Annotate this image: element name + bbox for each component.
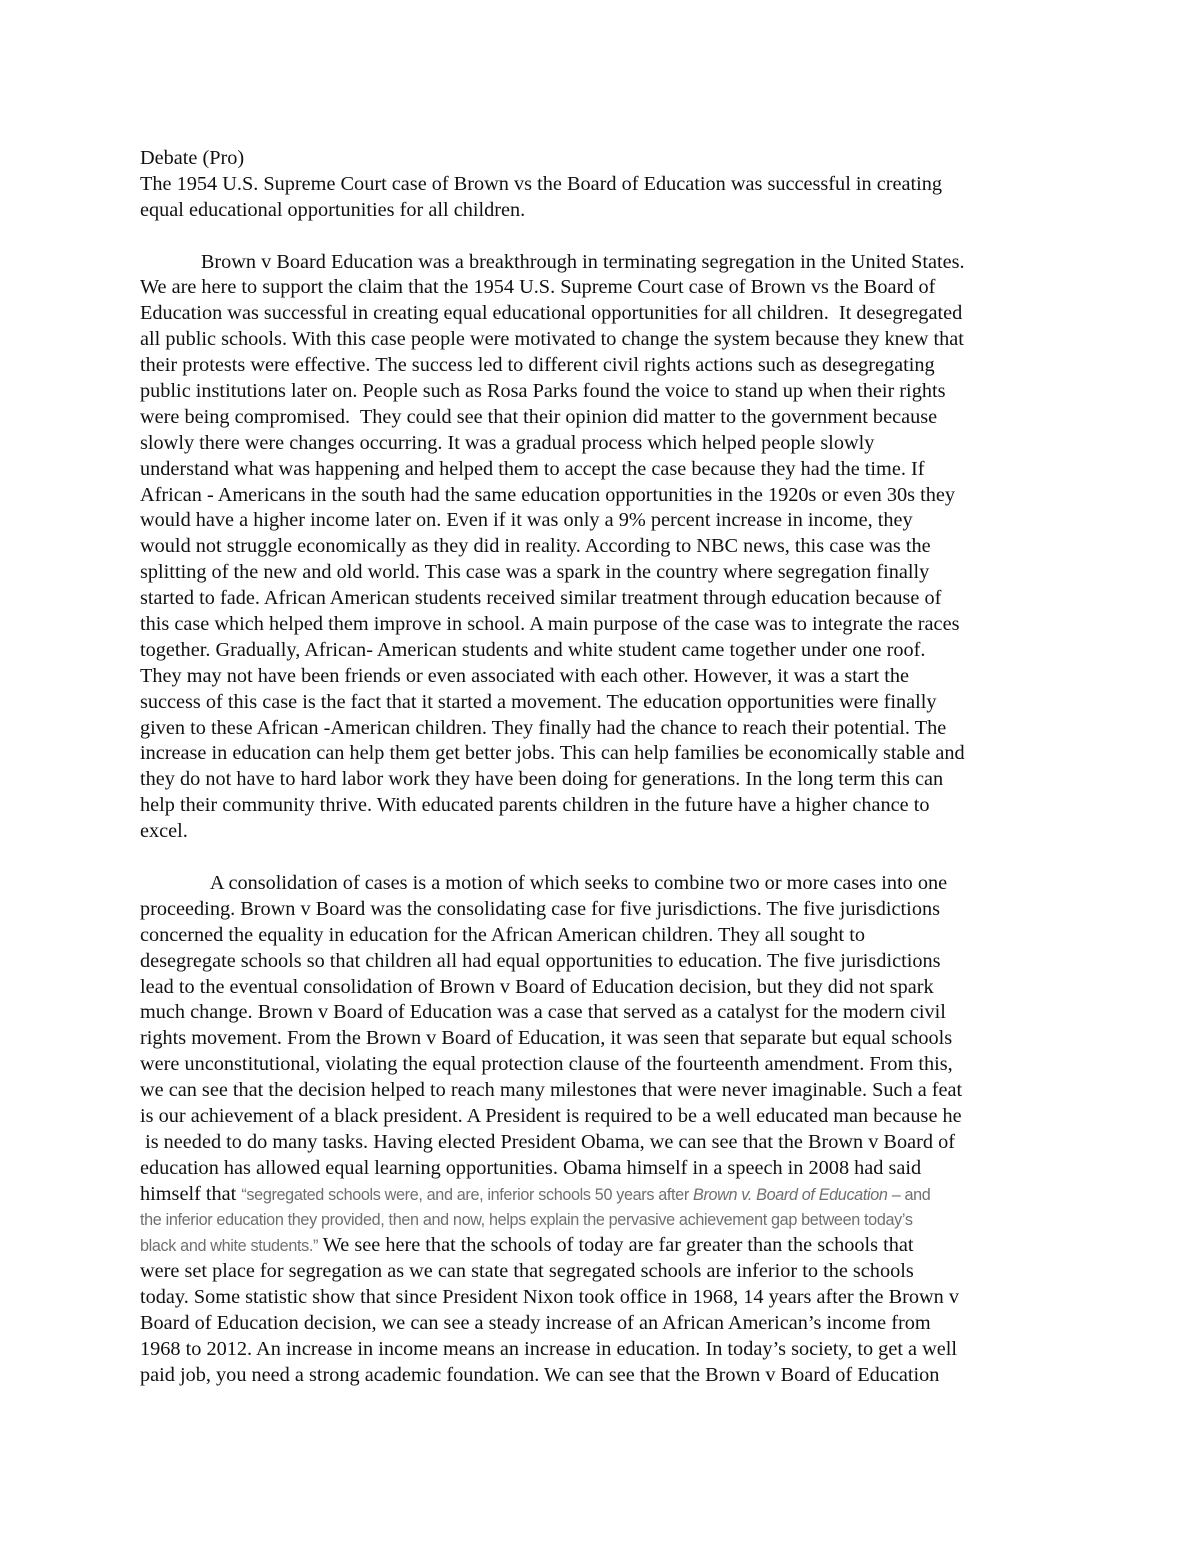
text-line: increase in education can help them get better jobs. This can help families be economically stable and [140,742,965,765]
text-line: we can see that the decision helped to reach many milestones that were never imaginable. Such a feat [140,1079,963,1102]
text-line: were set place for segregation as we can state that segregated schools are inferior to the schools [140,1260,914,1283]
text-line: Board of Education decision, we can see a steady increase of an African American’s income from [140,1312,931,1335]
text-line: splitting of the new and old world. This case was a spark in the country where segregation finally [140,561,930,584]
text-line: paid job, you need a strong academic foundation. We can see that the Brown v Board of Education [140,1363,940,1386]
paragraph-2 [140,871,1064,1389]
text-line: lead to the eventual consolidation of Brown v Board of Education decision, but they did not spark [140,975,934,998]
thesis-line: The 1954 U.S. Supreme Court case of Brown vs the Board of Education was successful in creating [140,172,943,195]
quote-after-text: We see here that the schools of today are far greater than the schools that [318,1234,914,1257]
paragraph-spacer [140,845,1064,871]
text-line: African - Americans in the south had the same education opportunities in the 1920s or even 30s they [140,483,955,506]
text-line: Brown v Board Education was a breakthrough in terminating segregation in the United States. [140,250,965,273]
text-line: rights movement. From the Brown v Board of Education, it was seen that separate but equal schools [140,1027,953,1050]
text-line: they do not have to hard labor work they have been doing for generations. In the long term this can [140,768,944,791]
text-line: understand what was happening and helped them to accept the case because they had the time. If [140,457,925,480]
text-line: concerned the equality in education for the African American children. They all sought to [140,923,865,946]
text-line: Education was successful in creating equal educational opportunities for all children. It desegregated [140,302,963,325]
text-line: excel. [140,820,188,843]
text-line: A consolidation of cases is a motion of which seeks to combine two or more cases into one [140,871,948,894]
paragraph-1 [140,250,1064,845]
obama-quote-case-name: Brown v. Board of Education [693,1185,888,1204]
text-line: education has allowed equal learning opportunities. Obama himself in a speech in 2008 had said [140,1156,922,1179]
text-line: started to fade. African American students received similar treatment through education because of [140,587,942,610]
text-line: success of this case is the fact that it started a movement. The education opportunities were finally [140,690,937,713]
quote-lead: himself that [140,1182,242,1205]
text-line: is our achievement of a black president. A President is required to be a well educated man because he [140,1104,962,1127]
obama-quote-end: black and white students.” [140,1237,319,1256]
document-title: Debate (Pro) [140,147,245,169]
text-line: were unconstitutional, violating the equal protection clause of the fourteenth amendment. From this, [140,1053,953,1076]
text-line: public institutions later on. People such as Rosa Parks found the voice to stand up when their rights [140,380,946,403]
text-line: their protests were effective. The success led to different civil rights actions such as desegregating [140,354,935,377]
obama-quote-part-1: “segregated schools were, and are, inferior schools 50 years after [241,1185,694,1204]
document-page [140,146,1064,1389]
text-line: today. Some statistic show that since President Nixon took office in 1968, 14 years after the Brown v [140,1286,959,1309]
obama-quote-part-2: – and [887,1185,931,1204]
text-line: help their community thrive. With educated parents children in the future have a higher chance to [140,794,930,817]
text-line: all public schools. With this case people were motivated to change the system because they knew that [140,328,964,351]
quote-line-3 [140,1233,1064,1259]
thesis-line: equal educational opportunities for all children. [140,198,526,221]
text-line: given to these African -American children. They finally had the chance to reach their potential. The [140,716,947,739]
paragraph-spacer [140,224,1064,250]
text-line: is needed to do many tasks. Having elected President Obama, we can see that the Brown v Board of [140,1130,955,1153]
text-line: this case which helped them improve in school. A main purpose of the case was to integrate the races [140,613,960,636]
text-line: together. Gradually, African- American students and white student came together under one roof. [140,638,926,661]
text-line: much change. Brown v Board of Education was a case that served as a catalyst for the modern civil [140,1001,946,1024]
quote-line-2: the inferior education they provided, then and now, helps explain the pervasive achievement gap between today’s [140,1210,913,1229]
text-line: 1968 to 2012. An increase in income means an increase in education. In today’s society, to get a well [140,1337,958,1360]
text-line: We are here to support the claim that the 1954 U.S. Supreme Court case of Brown vs the Board of [140,276,936,299]
text-line: proceeding. Brown v Board was the consolidating case for five jurisdictions. The five jurisdictions [140,897,940,920]
text-line: would not struggle economically as they did in reality. According to NBC news, this case was the [140,535,931,558]
text-line: desegregate schools so that children all had equal opportunities to education. The five jurisdictions [140,949,941,972]
quote-line-1 [140,1182,1064,1208]
text-line: slowly there were changes occurring. It was a gradual process which helped people slowly [140,431,875,454]
text-line: were being compromised. They could see that their opinion did matter to the government because [140,405,938,428]
text-line: would have a higher income later on. Even if it was only a 9% percent increase in income, they [140,509,913,532]
text-line: They may not have been friends or even associated with each other. However, it was a start the [140,664,910,687]
